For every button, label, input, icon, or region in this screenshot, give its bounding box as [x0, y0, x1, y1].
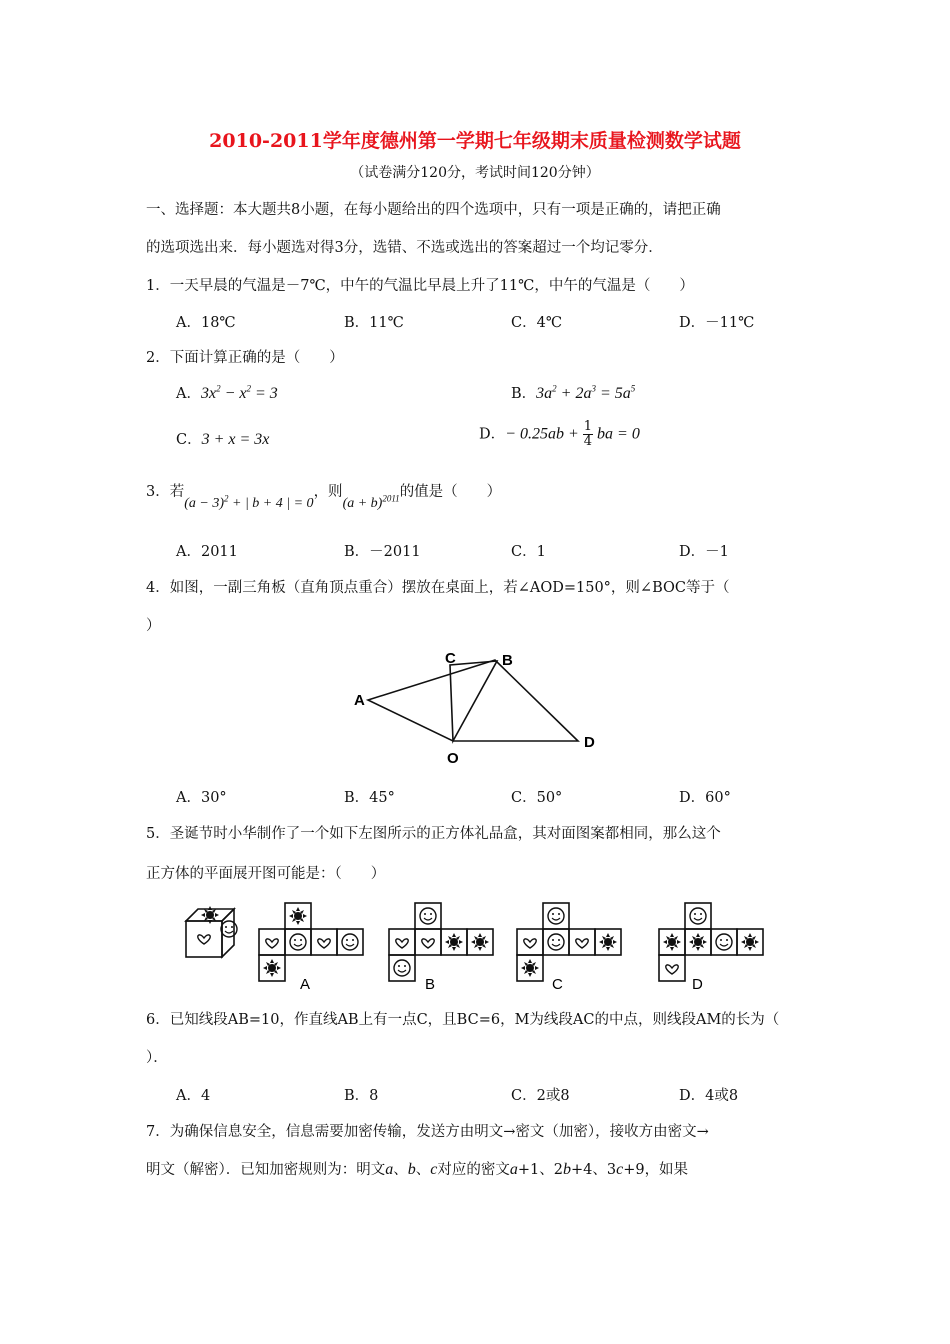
- label-o: O: [447, 750, 459, 767]
- net-a-label: A: [300, 976, 311, 993]
- q3-option-a: A．2011: [176, 544, 238, 560]
- q2-option-a: A．$3x^2 - x^2 = 3$: [176, 383, 278, 402]
- q4-option-c: C．50°: [511, 790, 563, 806]
- question-5-stem-2: 正方体的平面展开图可能是：（ ）: [146, 866, 386, 882]
- q1-option-a: A．18℃: [176, 315, 236, 331]
- label-b: B: [502, 652, 513, 669]
- question-3-stem: 3．若$(a - 3)^2$ + | b + 4 | = 0，则$(a + b)^{2011}$的值是（ ）: [146, 484, 502, 511]
- q3-option-c: C．1: [511, 544, 546, 560]
- q4-option-a: A．30°: [176, 790, 227, 806]
- section-instructions-1: 一、选择题：本大题共8小题，在每小题给出的四个选项中，只有一项是正确的，请把正确: [146, 202, 721, 218]
- question-2-stem: 2．下面计算正确的是（ ）: [146, 350, 344, 366]
- question-6-stem-2: ）．: [146, 1050, 168, 1066]
- q6-option-c: C．2或8: [511, 1088, 570, 1104]
- q3-option-b: B．－2011: [344, 544, 421, 560]
- q4-option-d: D．60°: [679, 790, 731, 806]
- q2-option-d: D．− 0.25ab + $\frac{1}{4}$ ba = 0: [479, 419, 640, 449]
- net-c-label: C: [552, 976, 563, 993]
- question-7-stem-2: 明文（解密）．已知加密规则为：明文a、b、c对应的密文a+1、2b+4、3c+9，如果: [146, 1161, 689, 1178]
- q3-option-d: D．－1: [679, 544, 729, 560]
- q1-option-c: C．4℃: [511, 315, 563, 331]
- label-d: D: [584, 734, 595, 751]
- exam-info: （试卷满分120分，考试时间120分钟）: [350, 165, 600, 181]
- cube-nets-figure: [180, 893, 780, 993]
- q6-option-b: B．8: [344, 1088, 379, 1104]
- net-b-label: B: [425, 976, 436, 993]
- question-4-stem-1: 4．如图，一副三角板（直角顶点重合）摆放在桌面上，若∠AOD=150°，则∠BOC等于（: [146, 580, 730, 596]
- net-d-label: D: [692, 976, 703, 993]
- section-instructions-2: 的选项选出来．每小题选对得3分，选错、不选或选出的答案超过一个均记零分．: [146, 240, 663, 256]
- q6-option-d: D．4或8: [679, 1088, 739, 1104]
- q2-option-c: C．3 + x = 3x: [176, 431, 270, 448]
- question-7-stem-1: 7．为确保信息安全，信息需要加密传输，发送方由明文→密文（加密），接收方由密文→: [146, 1124, 709, 1140]
- page-title: 2010-2011学年度德州第一学期七年级期末质量检测数学试题: [209, 130, 741, 152]
- label-a: A: [354, 692, 365, 709]
- question-6-stem-1: 6．已知线段AB=10，作直线AB上有一点C，且BC=6，M为线段AC的中点，则线段AM的长为（: [146, 1012, 780, 1028]
- q1-option-b: B．11℃: [344, 315, 404, 331]
- q4-option-b: B．45°: [344, 790, 395, 806]
- q6-option-a: A．4: [176, 1088, 211, 1104]
- question-4-stem-2: ）: [146, 618, 161, 634]
- label-c: C: [445, 650, 456, 667]
- q2-option-b: B．$3a^2 + 2a^3 = 5a^5$: [511, 383, 636, 402]
- q1-option-d: D．－11℃: [679, 315, 755, 331]
- triangle-figure: [350, 645, 610, 770]
- question-1-stem: 1．一天早晨的气温是－7℃，中午的气温比早晨上升了11℃，中午的气温是（ ）: [146, 278, 694, 294]
- question-5-stem-1: 5．圣诞节时小华制作了一个如下左图所示的正方体礼品盒，其对面图案都相同，那么这个: [146, 826, 721, 842]
